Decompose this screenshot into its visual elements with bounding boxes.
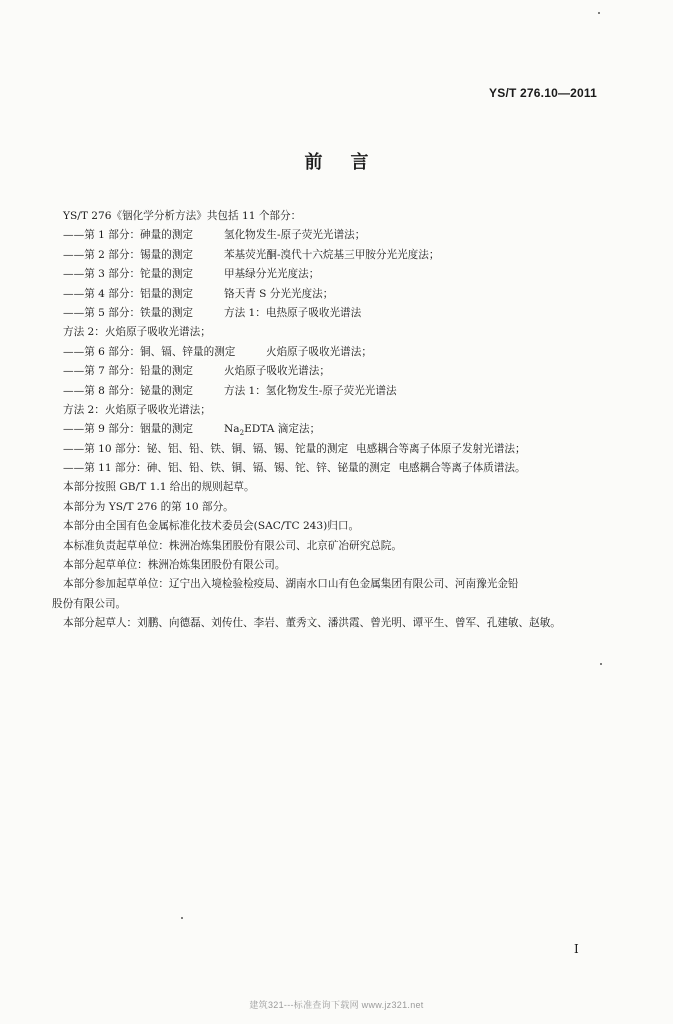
part-label: ——第 7 部分：铅量的测定 [63, 365, 194, 378]
part-label: ——第 11 部分：砷、铝、铅、铁、铜、镉、锡、铊、锌、铋量的测定 [63, 462, 391, 475]
paragraph: 本部分按照 GB/T 1.1 给出的规则起草。 [63, 481, 255, 494]
part-label: ——第 8 部分：铋量的测定 [63, 384, 194, 397]
scan-speck [598, 12, 600, 14]
standard-code: YS/T 276.10—2011 [489, 86, 597, 100]
list-item [63, 304, 623, 323]
part-method: 苯基荧光酮-溴代十六烷基三甲胺分光光度法； [224, 248, 440, 261]
paragraph: 本标准负责起草单位：株洲冶炼集团股份有限公司、北京矿冶研究总院。 [63, 539, 402, 552]
page-number: I [574, 942, 579, 956]
list-item [63, 285, 623, 304]
page-title: 前言 [304, 152, 397, 173]
list-item [63, 459, 623, 478]
part-method: 火焰原子吸收光谱法； [224, 365, 330, 378]
part-method: $Na_2EDTA$ 滴定法； [224, 423, 321, 438]
list-item [63, 362, 623, 381]
part-method: 方法 1：电热原子吸收光谱法 [224, 306, 362, 319]
list-item [63, 440, 623, 459]
part-method: 氢化物发生-原子荧光光谱法； [224, 229, 366, 242]
paragraph: 本部分由全国有色金属标准化技术委员会(SAC/TC 243)归口。 [63, 520, 360, 533]
part-method: 方法 1：氢化物发生-原子荧光光谱法 [224, 384, 397, 397]
part-label: ——第 4 部分：铝量的测定 [63, 287, 194, 300]
part-method: 甲基绿分光光度法； [224, 268, 320, 281]
scan-speck [600, 663, 602, 665]
list-item [63, 265, 623, 284]
part-method-continuation: 方法 2：火焰原子吸收光谱法； [63, 326, 211, 339]
part-label: ——第 10 部分：铋、铝、铅、铁、铜、镉、锡、铊量的测定 [63, 442, 349, 455]
part-label: ——第 1 部分：砷量的测定 [63, 229, 194, 242]
watermark: 建筑321---标准查询下载网 www.jz321.net [249, 1000, 424, 1010]
document-body [52, 207, 623, 634]
part-label: ——第 5 部分：铁量的测定 [63, 306, 194, 319]
paragraph: 本部分为 YS/T 276 的第 10 部分。 [63, 500, 234, 513]
part-method: 火焰原子吸收光谱法； [266, 345, 372, 358]
scan-speck [181, 917, 183, 919]
list-item [63, 226, 623, 245]
part-method: 铬天青 S 分光光度法； [224, 287, 334, 300]
part-method: 电感耦合等离子体原子发射光谱法； [356, 442, 526, 455]
list-item [63, 343, 623, 362]
part-label: ——第 6 部分：铜、镉、锌量的测定 [63, 345, 236, 358]
paragraph-continuation: 股份有限公司。 [52, 597, 127, 610]
part-label: ——第 3 部分：铊量的测定 [63, 268, 194, 281]
list-item [63, 246, 623, 265]
intro-line: YS/T 276《铟化学分析方法》共包括 11 个部分： [63, 210, 302, 222]
part-method-continuation: 方法 2：火焰原子吸收光谱法； [63, 403, 211, 416]
paragraph: 本部分起草人：刘鹏、向德磊、刘传仕、李岩、董秀文、潘洪霞、曾光明、谭平生、曾军、孔建敏、赵敏。 [63, 617, 561, 630]
part-label: ——第 9 部分：铟量的测定 [63, 423, 194, 436]
list-item [63, 382, 623, 401]
paragraph: 本部分参加起草单位：辽宁出入境检验检疫局、湖南水口山有色金属集团有限公司、河南豫光金铅 [63, 578, 519, 591]
list-item [63, 420, 623, 439]
part-label: ——第 2 部分：锡量的测定 [63, 248, 194, 261]
part-method: 电感耦合等离子体质谱法。 [398, 462, 526, 475]
paragraph: 本部分起草单位：株洲冶炼集团股份有限公司。 [63, 559, 286, 572]
